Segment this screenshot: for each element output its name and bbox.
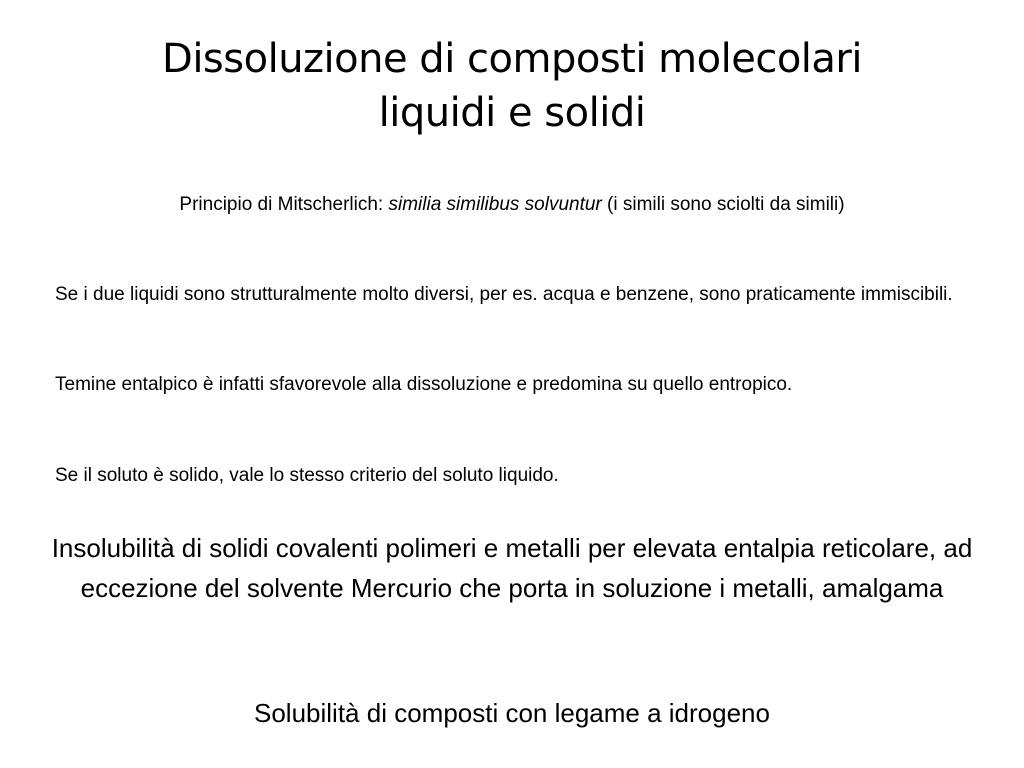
hydrogen-bond-statement: Solubilità di composti con legame a idrogeno [254,698,770,728]
insolubility-statement: Insolubilità di solidi covalenti polimeri e metalli per elevata entalpia reticolare, ad eccezione del solvente Mercurio che porta in soluzione i metalli, amalgama [51,533,973,603]
paragraph-immiscible-liquids: Se i due liquidi sono strutturalmente molto diversi, per es. acqua e benzene, sono praticamente immiscibili. [55,284,953,305]
principle-prefix: Principio di Mitscherlich: [179,194,389,215]
paragraph-solid-solute: Se il soluto è solido, vale lo stesso criterio del soluto liquido. [55,465,559,486]
mitscherlich-principle [20,192,1004,218]
title-line-2: liquidi e solidi [378,90,646,136]
slide-title [40,32,984,140]
title-line-1: Dissoluzione di composti molecolari [162,36,862,82]
principle-translation: (i simili sono sciolti da simili) [601,194,845,215]
principle-latin-motto: similia similibus solvuntur [388,194,602,215]
paragraph-enthalpy-term: Temine entalpico è infatti sfavorevole alla dissoluzione e predomina su quello entropico. [55,374,793,395]
